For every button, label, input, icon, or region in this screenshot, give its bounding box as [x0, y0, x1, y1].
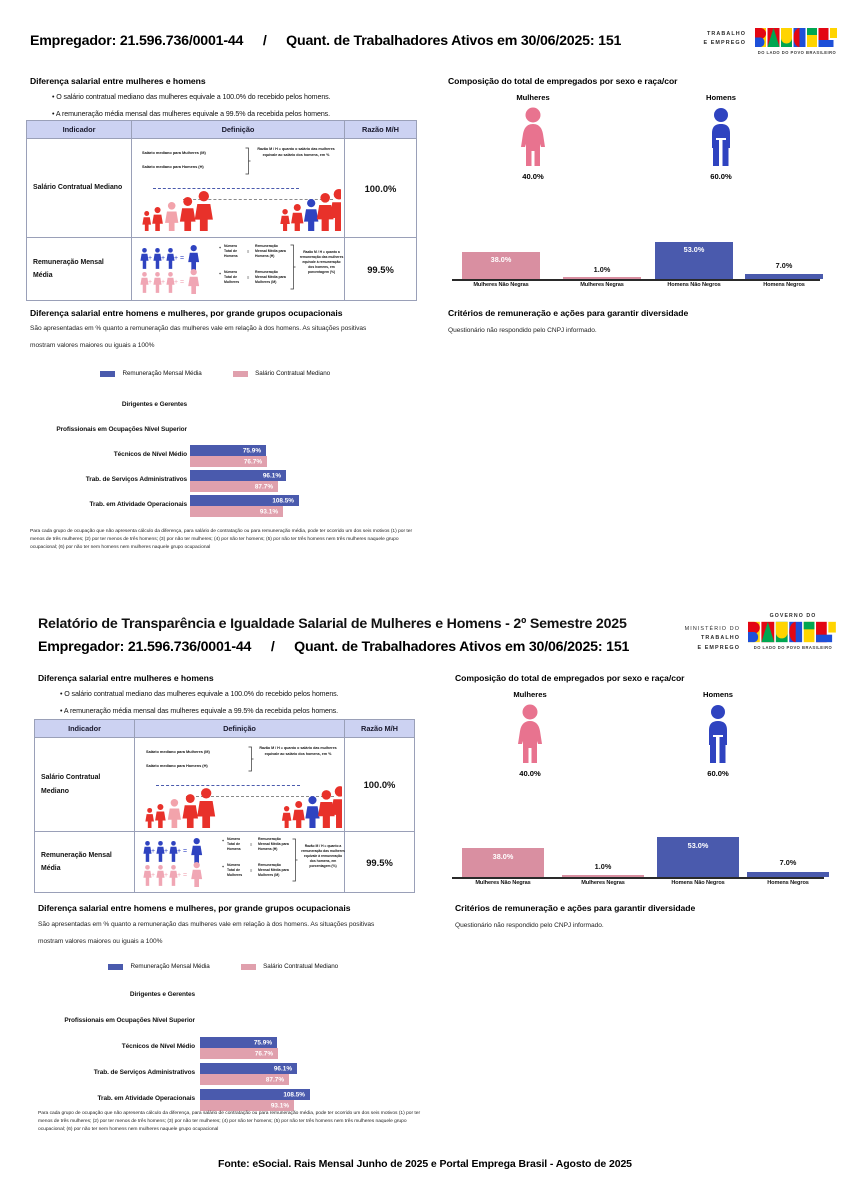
- composition-men-label-1: Homens: [706, 93, 736, 102]
- criteria-text-2: Questionário não respondido pelo CNPJ informado.: [455, 922, 604, 929]
- occ-bar-tecnicos-rmm-2: 75.9%: [200, 1037, 277, 1048]
- composition-men-label-2: Homens: [703, 690, 733, 699]
- occ-bar-admin-scm-1: 87.7%: [190, 481, 278, 492]
- section2-title: Relatório de Transparência e Igualdade Salarial de Mulheres e Homens - 2º Semestre 2025: [38, 616, 627, 632]
- section1-separator: /: [262, 33, 267, 49]
- criteria-heading-2: Critérios de remuneração e ações para garantir diversidade: [455, 903, 696, 913]
- row1-label-men: Salário mediano para Homens (H): [142, 164, 204, 169]
- legend-label-salario-1: Salário Contratual Mediano: [255, 370, 331, 378]
- row1-callout: Razão M / H = quanto o salário das mulheres equivale ao salário dos homens, em %: [257, 147, 335, 157]
- svg-text:+: +: [161, 279, 166, 286]
- row1-indicator-2: Salário Contratual Mediano: [35, 738, 135, 832]
- occ-bar-admin-rmm-2: 96.1%: [200, 1063, 297, 1074]
- composition-women-pct-1: 40.0%: [522, 172, 544, 181]
- female-figure-icon-1: [516, 107, 550, 169]
- occ-cat-dirigentes-1: Dirigentes e Gerentes: [121, 401, 187, 408]
- ministry-label-2: [678, 625, 740, 653]
- row2-callout: Razão M / H = quanto a remuneração das mulheres equivale à remuneração dos homens, em porcentagem (%): [299, 250, 344, 275]
- occ-cat-operacionais-2: Trab. em Atividade Operacionais: [97, 1095, 195, 1102]
- svg-text:+: +: [177, 872, 182, 879]
- bar-mulheres-nao-negras-1: 38.0%: [462, 252, 540, 279]
- svg-text:=: =: [180, 255, 185, 262]
- occupational-heading-2: Diferença salarial entre homens e mulheres, por grande grupos ocupacionais: [38, 903, 351, 913]
- section1-header-line: [30, 32, 621, 50]
- svg-text:=: =: [183, 872, 188, 879]
- row2-women-result-2: Remuneração Mensal Média para Mulheres (M): [258, 863, 289, 878]
- occ-bar-oper-rmm-2: 108.5%: [200, 1089, 310, 1100]
- occupational-note1-1: São apresentadas em % quanto a remuneração das mulheres vale em relação à dos homens. As situações positivas: [30, 325, 367, 332]
- row2-ratio: 99.5%: [345, 238, 417, 301]
- cat-homens-negros-1: Homens Negros: [763, 282, 805, 288]
- wage-gap-bullet-1a: • O salário contratual mediano das mulheres equivale a 100.0% do recebido pelos homens.: [52, 93, 331, 101]
- occ-cat-tecnicos-1: Técnicos de Nível Médio: [113, 451, 187, 458]
- composition-men-pct-2: 60.0%: [707, 769, 729, 778]
- legend-label-salario-2: Salário Contratual Mediano: [263, 963, 339, 971]
- bar-mulheres-negras-1: 1.0%: [563, 277, 641, 279]
- occupational-note2-2: mostram valores maiores ou iguais a 100%: [38, 938, 163, 945]
- occ-cat-administrativos-2: Trab. de Serviços Administrativos: [93, 1069, 195, 1076]
- page-footer: Fonte: eSocial. Rais Mensal Junho de 2025 e Portal Emprega Brasil - Agosto de 2025: [218, 1158, 632, 1170]
- wage-gap-bullet-1b: • A remuneração média mensal das mulheres equivale a 99.5% da recebida pelos homens.: [52, 110, 331, 118]
- th-definicao-2: Definição: [135, 720, 345, 738]
- row1-label-women: Salário mediano para Mulheres (M): [142, 150, 206, 155]
- criteria-text-1: Questionário não respondido pelo CNPJ informado.: [448, 327, 597, 334]
- brasil-wordmark-icon-2: [748, 620, 838, 644]
- wage-gap-heading-2: Diferença salarial entre mulheres e homens: [38, 673, 214, 683]
- report-section-2: [0, 600, 850, 1202]
- chart-axis-1: [452, 279, 820, 281]
- section1-title-clipped: [30, 0, 730, 6]
- cat-mulheres-negras-2: Mulheres Negras: [581, 880, 625, 886]
- th-definicao: Definição: [132, 121, 345, 139]
- row2-indicator-line2-2: Média: [41, 865, 61, 872]
- row2-men-total-2: Número Total de Homens: [227, 837, 241, 852]
- occ-cat-administrativos-1: Trab. de Serviços Administrativos: [85, 476, 187, 483]
- report-section-1: [0, 0, 850, 600]
- legend-label-remuneracao-1: Remuneração Mensal Média: [122, 370, 202, 378]
- occupational-note1-2: São apresentadas em % quanto a remuneração das mulheres vale em relação à dos homens. As situações positivas: [38, 921, 375, 928]
- row1-ratio: 100.0%: [345, 139, 417, 238]
- ministry-line2-2: TRABALHO: [700, 635, 740, 642]
- svg-text:+: +: [164, 848, 169, 855]
- row2-women-total-2: Número Total de Mulheres: [227, 863, 243, 878]
- wage-gap-bullet-2a: • O salário contratual mediano das mulheres equivale a 100.0% do recebido pelos homens.: [60, 690, 339, 698]
- occ-cat-dirigentes-2: Dirigentes e Gerentes: [129, 991, 195, 998]
- svg-text:=: =: [183, 848, 188, 855]
- legend-label-remuneracao-2: Remuneração Mensal Média: [130, 963, 210, 971]
- section2-employer: Empregador: 21.596.736/0001-44: [38, 639, 252, 655]
- composition-women-pct-2: 40.0%: [519, 769, 541, 778]
- cat-mulheres-negras-1: Mulheres Negras: [580, 282, 624, 288]
- occ-cat-tecnicos-2: Técnicos de Nível Médio: [121, 1043, 195, 1050]
- section2-separator: /: [270, 639, 275, 655]
- occ-cat-profissionais-2: Profissionais em Ocupações Nível Superior: [64, 1017, 195, 1024]
- section1-workers: Quant. de Trabalhadores Ativos em 30/06/2025: 151: [286, 33, 622, 49]
- section1-employer: Empregador: 21.596.736/0001-44: [30, 33, 244, 49]
- brand-logo-2: [678, 613, 838, 650]
- occ-cat-profissionais-1: Profissionais em Ocupações Nível Superior: [56, 426, 187, 433]
- occ-bar-admin-rmm-1: 96.1%: [190, 470, 286, 481]
- brasil-wordmark-icon-1: [755, 27, 843, 49]
- svg-text:+: +: [151, 848, 156, 855]
- svg-text:+: +: [148, 279, 153, 286]
- row2-indicator: [27, 238, 132, 301]
- occupational-fineprint-1: Para cada grupo de ocupação que não apresenta cálculo da diferença, para salário de contratação ou para remuneração média, pode ter ocorrido um dos seis motivos (1) por ter menos de três mulheres; (2) por ter menos de três homens; (3) por não ter mulheres; (4) por não ter homens; (5) por não ter três homens nem três mulheres naquele grupo ocupacional; (6) por não ter nem homens nem mulheres naquele grupo ocupacional: [30, 529, 413, 550]
- table-row: [27, 139, 417, 238]
- row1-ratio-2: 100.0%: [345, 738, 415, 832]
- occ-bar-tecnicos-scm-1: 76.7%: [190, 456, 267, 467]
- occ-bar-tecnicos-scm-2: 76.7%: [200, 1048, 278, 1059]
- th-indicador: Indicador: [27, 121, 132, 139]
- legend-swatch-remuneracao-2: [108, 964, 123, 970]
- svg-text:+: +: [151, 872, 156, 879]
- composition-bar-chart-2: [450, 805, 840, 893]
- indicator-table-2: [34, 719, 415, 893]
- male-figure-icon-2: [703, 704, 733, 766]
- table-row: [35, 832, 415, 893]
- wage-gap-bullet-2b: • A remuneração média mensal das mulheres equivale a 99.5% da recebida pelos homens.: [60, 707, 339, 715]
- bar-homens-nao-negros-1: 53.0%: [655, 242, 733, 279]
- bar-homens-negros-2: 7.0%: [747, 872, 829, 877]
- th-indicador-2: Indicador: [35, 720, 135, 738]
- row1-label-men-2: Salário mediano para Homens (H): [146, 763, 208, 768]
- ministry-line3-2: E EMPREGO: [697, 644, 740, 651]
- table-header-row: [27, 121, 417, 139]
- row2-callout-2: Razão M / H = quanto a remuneração das mulheres equivale à remuneração dos homens, em porcentagem (%): [301, 844, 345, 869]
- row2-women-result: Remuneração Mensal Média para Mulheres (M): [255, 270, 286, 285]
- cat-mulheres-nao-negras-2: Mulheres Não Negras: [475, 880, 531, 886]
- wage-gap-heading-1: Diferença salarial entre mulheres e homens: [30, 76, 206, 86]
- ministry-label-1: [686, 30, 746, 49]
- svg-text:+: +: [177, 848, 182, 855]
- occupational-note2-1: mostram valores maiores ou iguais a 100%: [30, 342, 155, 349]
- occ-bar-tecnicos-rmm-1: 75.9%: [190, 445, 266, 456]
- bar-homens-nao-negros-2: 53.0%: [657, 837, 739, 877]
- row1-definition: [132, 139, 345, 238]
- occ-bar-admin-scm-2: 87.7%: [200, 1074, 289, 1085]
- svg-text:=: =: [180, 279, 185, 286]
- row1-label-women-2: Salário mediano para Mulheres (M): [146, 749, 210, 754]
- row2-men-result: Remuneração Mensal Média para Homens (H): [255, 244, 286, 259]
- brasil-tagline-2: DO LADO DO POVO BRASILEIRO: [753, 645, 833, 650]
- row2-indicator-line1-2: Remuneração Mensal: [41, 851, 112, 859]
- svg-text:+: +: [174, 255, 179, 262]
- row2-definition-2: + + + = + + + = + Número Total de Homens ≡ Remuneração Mensal Média para Homens (H) + Número Total de Mulheres ≡ Remuneração Mensal Média para Mulheres (M) Razão M / H = quanto a remuneração das mulheres equivale à remuneração dos homens, em porcentagem (%): [135, 832, 345, 893]
- occupational-fineprint-2: Para cada grupo de ocupação que não apresenta cálculo da diferença, para salário de contratação ou para remuneração média, pode ter ocorrido um dos seis motivos (1) por ter menos de três mulheres; (2) por ter menos de três homens; (3) por não ter mulheres; (4) por não ter homens; (5) por não ter três homens nem três mulheres naquele grupo ocupacional; (6) por não ter nem homens nem mulheres naquele grupo ocupacional: [38, 1111, 421, 1132]
- row1-indicator: Salário Contratual Mediano: [27, 139, 132, 238]
- composition-men-pct-1: 60.0%: [710, 172, 732, 181]
- occupational-heading-1: Diferença salarial entre homens e mulheres, por grande grupos ocupacionais: [30, 308, 343, 318]
- row2-women-total: Número Total de Mulheres: [224, 270, 240, 285]
- brasil-tagline-1: DO LADO DO POVO BRASILEIRO: [757, 50, 837, 55]
- svg-text:+: +: [164, 872, 169, 879]
- svg-text:+: +: [161, 255, 166, 262]
- occupational-legend-2: [108, 958, 338, 976]
- bar-mulheres-nao-negras-2: 38.0%: [462, 848, 544, 877]
- occ-bar-oper-scm-2: 93.1%: [200, 1100, 294, 1111]
- row2-ratio-2: 99.5%: [345, 832, 415, 893]
- occupational-bar-chart-1: [20, 395, 420, 515]
- row1-definition-2: [135, 738, 345, 832]
- composition-heading-1: Composição do total de empregados por sexo e raça/cor: [448, 76, 678, 86]
- composition-heading-2: Composição do total de empregados por sexo e raça/cor: [455, 673, 685, 683]
- indicator-table-1: [26, 120, 417, 301]
- legend-swatch-salario-1: [233, 371, 248, 377]
- ministry-line1-2: MINISTÉRIO DO: [684, 626, 740, 632]
- occ-bar-oper-rmm-1: 108.5%: [190, 495, 299, 506]
- composition-women-label-1: Mulheres: [516, 93, 550, 102]
- bar-mulheres-negras-2: 1.0%: [562, 875, 644, 877]
- criteria-heading-1: Critérios de remuneração e ações para garantir diversidade: [448, 308, 689, 318]
- occupational-legend-1: [100, 365, 330, 383]
- chart-axis-2: [452, 877, 824, 879]
- brasil-mark-2: [748, 613, 838, 650]
- table-row: [35, 738, 415, 832]
- row2-indicator-line2: Média: [33, 272, 53, 279]
- occupational-bar-chart-2: [28, 988, 428, 1108]
- ministry-line3-1: E EMPREGO: [703, 40, 746, 47]
- occ-cat-operacionais-1: Trab. em Atividade Operacionais: [89, 501, 187, 508]
- row1-callout-2: Razão M / H = quanto o salário das mulheres equivale ao salário dos homens, em %: [259, 746, 337, 756]
- table-row: [27, 238, 417, 301]
- composition-bar-chart-1: [450, 210, 840, 295]
- cat-mulheres-nao-negras-1: Mulheres Não Negras: [473, 282, 529, 288]
- bar-homens-negros-1: 7.0%: [745, 274, 823, 279]
- legend-swatch-remuneracao-1: [100, 371, 115, 377]
- cat-homens-negros-2: Homens Negros: [767, 880, 809, 886]
- svg-text:+: +: [148, 255, 153, 262]
- brand-logo-1: [686, 27, 836, 55]
- male-figure-icon-1: [706, 107, 736, 169]
- row2-definition: + + + = + + + = + Número Total de Homens ≡ Remuneração Mensal Média para Homens (H) + Número Total de Mulheres ≡ Remuneração Mensal Média para Mulheres (M) Razão M / H = quanto a remuneração das mulheres equivale à remuneração dos homens, em porcentagem (%): [132, 238, 345, 301]
- section2-workers: Quant. de Trabalhadores Ativos em 30/06/2025: 151: [294, 639, 630, 655]
- row2-men-result-2: Remuneração Mensal Média para Homens (H): [258, 837, 289, 852]
- svg-text:+: +: [174, 279, 179, 286]
- brasil-mark-1: [755, 27, 839, 55]
- legend-swatch-salario-2: [241, 964, 256, 970]
- th-razao: Razão M/H: [345, 121, 417, 139]
- female-figure-icon-2: [513, 704, 547, 766]
- gov-top-label-2: GOVERNO DO: [769, 613, 817, 619]
- ministry-line2-1: TRABALHO: [706, 31, 746, 37]
- table-header-row: [35, 720, 415, 738]
- occ-bar-oper-scm-1: 93.1%: [190, 506, 283, 517]
- section2-header-line: [38, 638, 629, 656]
- cat-homens-nao-negros-2: Homens Não Negros: [671, 880, 725, 886]
- row2-indicator-line1: Remuneração Mensal: [33, 258, 104, 266]
- th-razao-2: Razão M/H: [345, 720, 415, 738]
- row2-indicator-2: [35, 832, 135, 893]
- row2-men-total: Número Total de Homens: [224, 244, 238, 259]
- cat-homens-nao-negros-1: Homens Não Negros: [667, 282, 721, 288]
- composition-women-label-2: Mulheres: [513, 690, 547, 699]
